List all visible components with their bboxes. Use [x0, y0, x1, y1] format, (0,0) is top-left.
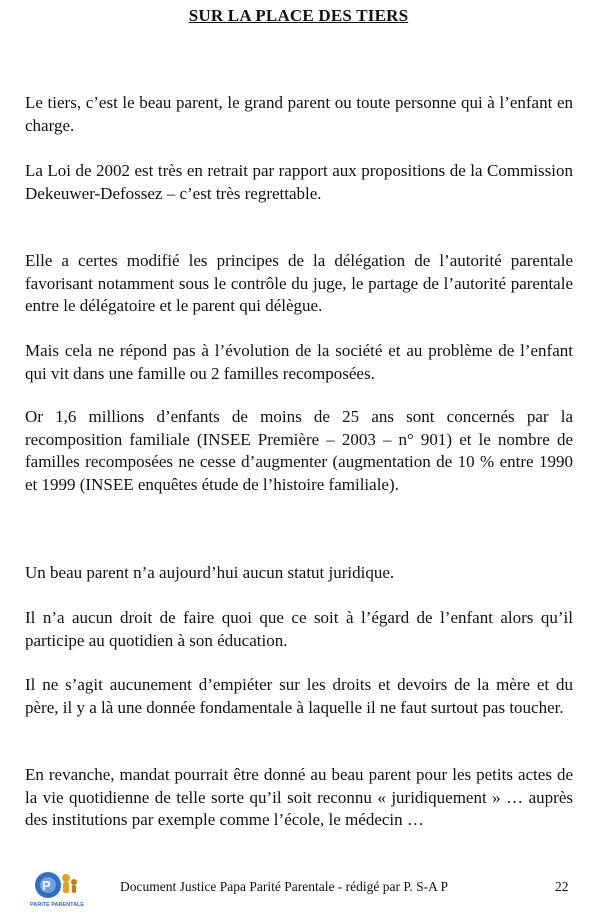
paragraph-parents: Il ne s’agit aucunement d’empiéter sur les droits et devoirs de la mère et du père, il y a là une donnée fondamentale à laquelle il ne faut surtout pas toucher.	[25, 675, 573, 717]
paragraph-delegation: Elle a certes modifié les principes de la délégation de l’autorité parentale favorisant notamment sous le contrôle du juge, le partage de l’autorité parentale entre le délégatoire et le parent qui délègue.	[25, 251, 573, 315]
paragraph-tiers-definition: Le tiers, c’est le beau parent, le grand parent ou toute personne qui à l’enfant en charge.	[25, 93, 573, 135]
paragraph-statut: Un beau parent n’a aujourd’hui aucun statut juridique.	[25, 563, 395, 582]
svg-text:P: P	[42, 878, 51, 893]
paragraph-loi-2002: La Loi de 2002 est très en retrait par rapport aux propositions de la Commission Dekeuwer-Defossez – c’est très regrettable.	[25, 161, 573, 203]
svg-text:PARITE PARENTALE: PARITE PARENTALE	[30, 902, 84, 908]
paragraph-evolution: Mais cela ne répond pas à l’évolution de la société et au problème de l’enfant qui vit dans une famille ou 2 familles recomposées.	[25, 341, 573, 383]
paragraph-droit: Il n’a aucun droit de faire quoi que ce soit à l’égard de l’enfant alors qu’il participe au quotidien à son éducation.	[25, 608, 573, 650]
parite-parentale-logo	[28, 868, 84, 908]
page-title: SUR LA PLACE DES TIERS	[188, 6, 409, 25]
footer-document-credit: Document Justice Papa Parité Parentale - rédigé par P. S-A P	[120, 879, 449, 894]
page-number: 22	[555, 879, 569, 894]
page-footer	[0, 866, 597, 911]
paragraph-statistics: Or 1,6 millions d’enfants de moins de 25 ans sont concernés par la recomposition familiale (INSEE Première – 2003 – n° 901) et le nombre de familles recomposées ne cesse d’augmenter (augmentation de 10 % entre 1990 et 1999 (INSEE enquêtes étude de l’histoire familiale).	[25, 407, 573, 494]
paragraph-mandat: En revanche, mandat pourrait être donné au beau parent pour les petits actes de la vie quotidienne de telle sorte qu’il soit reconnu « juridiquement » … auprès des institutions par exemple comme l’école, le médecin …	[25, 765, 573, 829]
